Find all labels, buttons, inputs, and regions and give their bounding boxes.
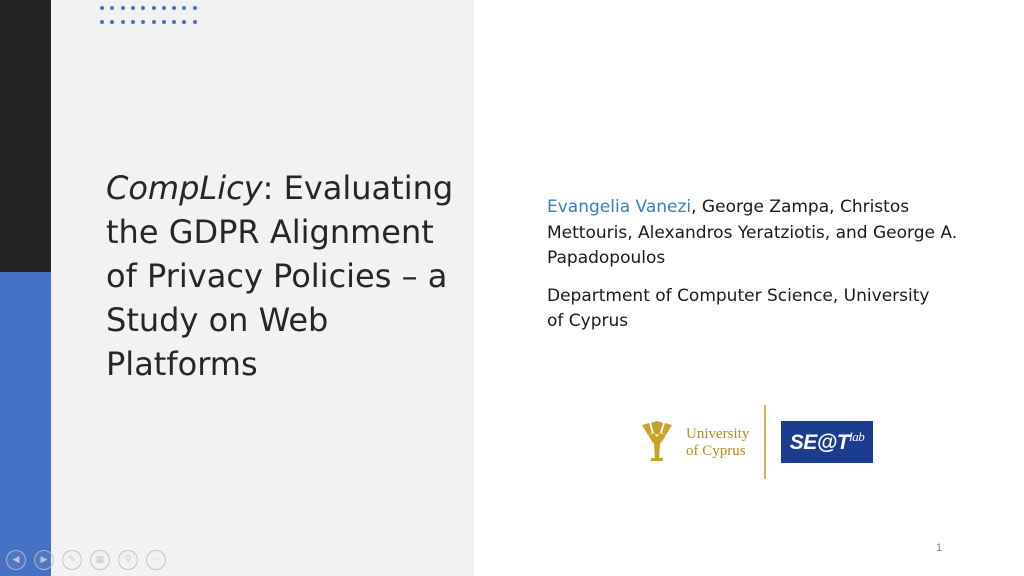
next-slide-icon: ▶	[40, 554, 48, 565]
decorative-dot	[182, 20, 186, 24]
ucy-logo-line1: University	[686, 426, 750, 442]
zoom-button[interactable]	[118, 550, 138, 570]
authors	[547, 195, 967, 272]
decorative-dot	[110, 6, 114, 10]
zoom-icon: ⚲	[124, 554, 132, 565]
decorative-dot	[162, 20, 166, 24]
decorative-dot	[172, 6, 176, 10]
university-of-cyprus-emblem-icon	[640, 421, 674, 461]
decorative-dot	[162, 6, 166, 10]
logos	[636, 405, 896, 479]
title-text: : Evaluating the GDPR Alignment of Privacy Policies – a Study on Web Platforms	[106, 169, 454, 383]
logo-divider	[764, 405, 766, 479]
slide-title	[106, 166, 466, 386]
decorative-dot	[141, 6, 145, 10]
title-tool-name: CompLicy	[106, 169, 263, 207]
decorative-dot	[193, 6, 197, 10]
decorative-dot	[131, 20, 135, 24]
decorative-dot	[100, 20, 104, 24]
decorative-dot	[182, 6, 186, 10]
decorative-dot	[152, 20, 156, 24]
decorative-dot	[131, 6, 135, 10]
decorative-dot	[121, 6, 125, 10]
decorative-dots	[100, 6, 204, 28]
university-of-cyprus-logo	[686, 426, 749, 460]
presenting-author: Evangelia Vanezi	[547, 197, 692, 217]
co-authors: , George Zampa, Christos Mettouris, Alexandros Yeratziotis, and George A. Papadopoulos	[547, 197, 958, 268]
left-stripe-blue	[0, 272, 51, 576]
seit-logo-text: SE@T	[789, 431, 850, 454]
decorative-dot	[152, 6, 156, 10]
slides-overview-icon: ▦	[95, 554, 105, 565]
slideshow-controls	[6, 550, 166, 570]
decorative-dot	[193, 20, 197, 24]
left-stripe-dark	[0, 0, 51, 272]
ucy-logo-line2: of Cyprus	[686, 443, 746, 459]
more-options-button[interactable]	[146, 550, 166, 570]
previous-slide-button[interactable]	[6, 550, 26, 570]
decorative-dot	[141, 20, 145, 24]
previous-slide-icon: ◀	[12, 554, 20, 565]
decorative-dot	[100, 6, 104, 10]
seit-lab-logo	[781, 421, 873, 463]
decorative-dot	[121, 20, 125, 24]
decorative-dot	[172, 20, 176, 24]
affiliation: Department of Computer Science, University of Cyprus	[547, 286, 930, 331]
decorative-dot	[110, 20, 114, 24]
more-options-icon: ⋯	[151, 554, 161, 565]
slides-overview-button[interactable]	[90, 550, 110, 570]
pen-button[interactable]	[62, 550, 82, 570]
next-slide-button[interactable]	[34, 550, 54, 570]
slide-number: 1	[936, 542, 943, 554]
pen-icon: ✎	[68, 554, 76, 565]
seit-logo-lab: lab	[849, 429, 865, 444]
